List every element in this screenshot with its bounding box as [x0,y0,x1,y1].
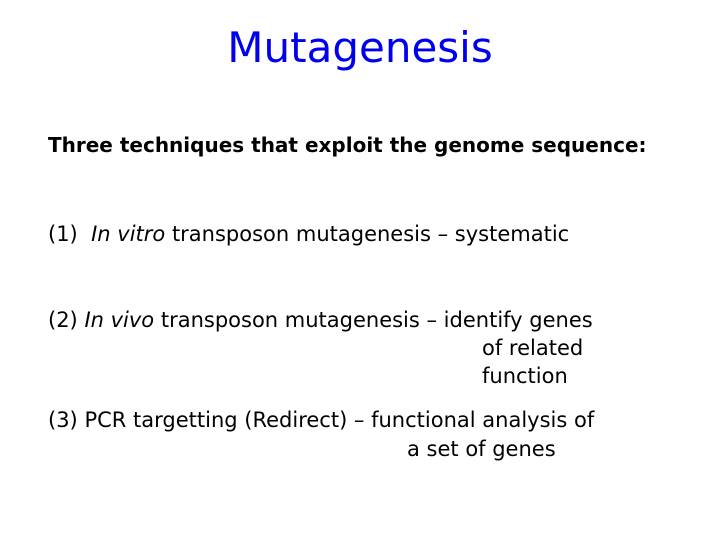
item-italic-term: In vitro [91,222,166,246]
item-description: PCR targetting (Redirect) – functional analysis of [84,408,595,432]
technique-item-1 [48,220,569,248]
item-description: transposon mutagenesis – systematic [165,222,570,246]
item-italic-term: In vivo [84,308,155,332]
technique-item-2 [48,306,593,334]
item-description: transposon mutagenesis – identify genes [154,308,593,332]
item-number: (1) [48,222,78,246]
slide-subtitle: Three techniques that exploit the genome sequence: [48,133,647,157]
technique-item-3-continuation: a set of genes [407,437,556,461]
technique-item-3 [48,406,594,434]
technique-item-2-continuation: function [482,364,568,388]
item-number: (2) [48,308,78,332]
item-number: (3) [48,408,78,432]
technique-item-2-continuation: of related [482,336,584,360]
slide-title: Mutagenesis [227,23,493,72]
